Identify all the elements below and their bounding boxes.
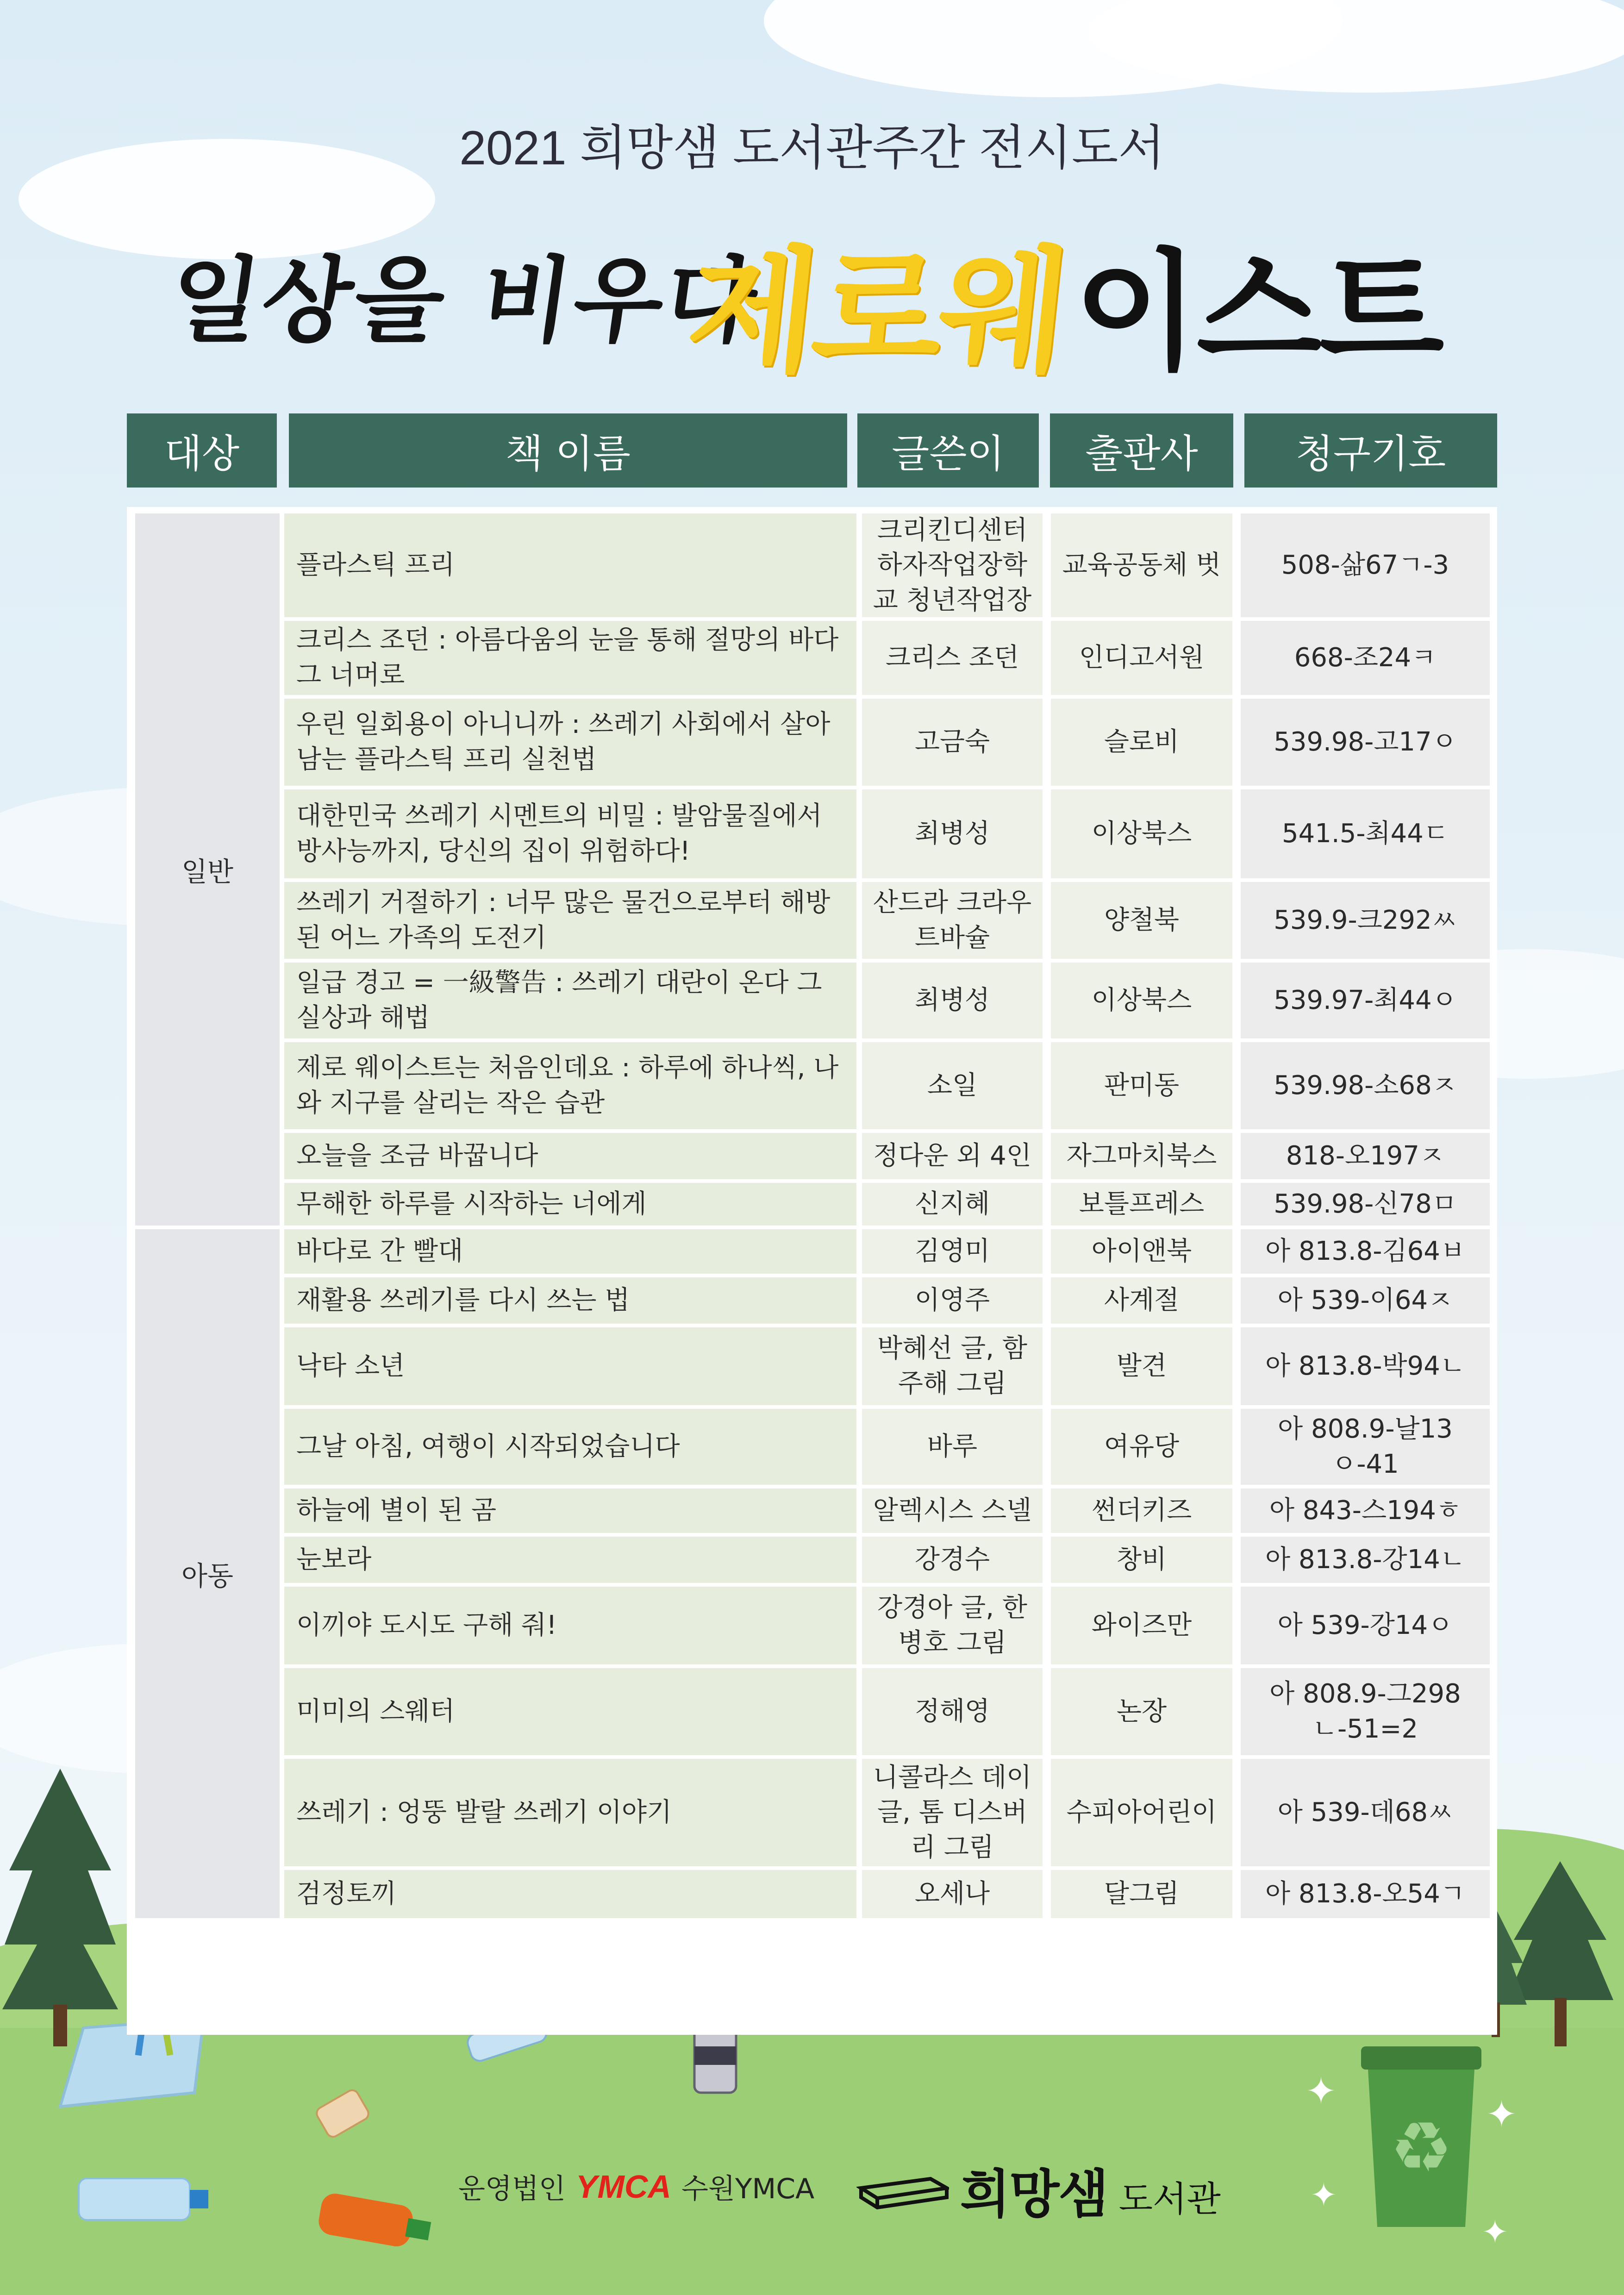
- ymca-name: 수원YMCA: [681, 2173, 815, 2205]
- book-author: 강경수: [862, 1537, 1043, 1583]
- book-author: 크리스 조던: [862, 621, 1043, 695]
- book-author: 고금숙: [862, 699, 1043, 786]
- book-title: 무해한 하루를 시작하는 너에게: [284, 1183, 856, 1226]
- book-publisher: 수피아어린이: [1051, 1759, 1232, 1866]
- book-author: 이영주: [862, 1277, 1043, 1324]
- book-publisher: 이상북스: [1051, 789, 1232, 878]
- book-title: 오늘을 조금 바꿉니다: [284, 1133, 856, 1179]
- book-call-number: 539.9-크292ㅆ: [1241, 882, 1490, 959]
- page-title: [162, 194, 1463, 390]
- book-publisher: 아이앤북: [1051, 1229, 1232, 1274]
- book-title: 우린 일회용이 아니니까 : 쓰레기 사회에서 살아남는 플라스틱 프리 실천법: [284, 699, 856, 786]
- library-name: 희망샘: [960, 2164, 1108, 2225]
- category-cell: 아동: [135, 1229, 280, 1918]
- book-call-number: 818-오197ㅈ: [1241, 1133, 1490, 1179]
- book-publisher: 슬로비: [1051, 699, 1232, 786]
- juice-bottle-icon: [315, 2190, 435, 2250]
- book-call-number: 668-조24ㅋ: [1241, 621, 1490, 695]
- ymca-logo: YMCA: [575, 2169, 671, 2205]
- book-author: 크리킨디센터 하자작업장학교 청년작업장: [862, 513, 1043, 617]
- book-title: 플라스틱 프리: [284, 513, 856, 617]
- book-call-number: 539.98-신78ㅁ: [1241, 1183, 1490, 1226]
- book-title: 바다로 간 빨대: [284, 1229, 856, 1274]
- book-author: 박혜선 글, 함주해 그림: [862, 1327, 1043, 1405]
- book-call-number: 아 813.8-강14ㄴ: [1241, 1537, 1490, 1583]
- title-part-2: 제로웨: [680, 234, 1072, 390]
- book-table: [127, 507, 1497, 2035]
- book-publisher: 발견: [1051, 1327, 1232, 1405]
- book-title: 그날 아침, 여행이 시작되었습니다: [284, 1409, 856, 1485]
- book-author: 정해영: [862, 1668, 1043, 1755]
- column-header-target: 대상: [127, 413, 277, 488]
- book-author: 신지혜: [862, 1183, 1043, 1226]
- book-publisher: 교육공동체 벗: [1051, 513, 1232, 617]
- book-call-number: 539.98-소68ㅈ: [1241, 1042, 1490, 1129]
- book-title: 재활용 쓰레기를 다시 쓰는 법: [284, 1277, 856, 1324]
- book-publisher: 보틀프레스: [1051, 1183, 1232, 1226]
- book-publisher: 자그마치북스: [1051, 1133, 1232, 1179]
- book-call-number: 541.5-최44ㄷ: [1241, 789, 1490, 878]
- book-author: 최병성: [862, 789, 1043, 878]
- book-call-number: 508-삶67ㄱ-3: [1241, 513, 1490, 617]
- bottle-icon: [306, 2079, 380, 2153]
- operator-info: [458, 2167, 814, 2207]
- book-author: 오세나: [862, 1870, 1043, 1918]
- book-title: 제로 웨이스트는 처음인데요 : 하루에 하나씩, 나와 지구를 살리는 작은 습관: [284, 1042, 856, 1129]
- book-title: 쓰레기 : 엉뚱 발랄 쓰레기 이야기: [284, 1759, 856, 1866]
- book-title: 하늘에 별이 된 곰: [284, 1488, 856, 1533]
- column-header-publisher: 출판사: [1050, 413, 1233, 488]
- sparkle-icon: ✦: [1481, 2213, 1509, 2251]
- sparkle-icon: ✦: [1310, 2176, 1337, 2214]
- book-title: 쓰레기 거절하기 : 너무 많은 물건으로부터 해방된 어느 가족의 도전기: [284, 882, 856, 959]
- book-title: 검정토끼: [284, 1870, 856, 1918]
- book-call-number: 아 539-강14ㅇ: [1241, 1587, 1490, 1664]
- svg-text:♻: ♻: [1390, 2107, 1453, 2188]
- book-author: 강경아 글, 한병호 그림: [862, 1587, 1043, 1664]
- book-author: 바루: [862, 1409, 1043, 1485]
- book-publisher: 인디고서원: [1051, 621, 1232, 695]
- book-publisher: 달그림: [1051, 1870, 1232, 1918]
- book-author: 소일: [862, 1042, 1043, 1129]
- book-author: 김영미: [862, 1229, 1043, 1274]
- column-header-title: 책 이름: [289, 413, 847, 488]
- book-publisher: 여유당: [1051, 1409, 1232, 1485]
- book-title: 대한민국 쓰레기 시멘트의 비밀 : 발암물질에서 방사능까지, 당신의 집이 위험하다!: [284, 789, 856, 878]
- book-author: 알렉시스 스넬: [862, 1488, 1043, 1533]
- book-author: 산드라 크라우트바슐: [862, 882, 1043, 959]
- book-title: 낙타 소년: [284, 1327, 856, 1405]
- book-call-number: 아 813.8-오54ㄱ: [1241, 1870, 1490, 1918]
- page-subtitle: 2021 희망샘 도서관주간 전시도서: [459, 121, 1165, 175]
- title-part-3: 이스트: [1074, 237, 1442, 388]
- book-call-number: 539.97-최44ㅇ: [1241, 963, 1490, 1038]
- book-publisher: 사계절: [1051, 1277, 1232, 1324]
- book-publisher: 양철북: [1051, 882, 1232, 959]
- book-author: 정다운 외 4인: [862, 1133, 1043, 1179]
- library-logo: [856, 2153, 1221, 2227]
- book-publisher: 썬더키즈: [1051, 1488, 1232, 1533]
- operator-label: 운영법인: [458, 2173, 566, 2205]
- book-title: 일급 경고 = 一級警告 : 쓰레기 대란이 온다 그 실상과 해법: [284, 963, 856, 1038]
- water-bottle-icon: [74, 2171, 213, 2227]
- book-title: 크리스 조던 : 아름다움의 눈을 통해 절망의 바다 그 너머로: [284, 621, 856, 695]
- book-call-number: 아 808.9-날13ㅇ-41: [1241, 1409, 1490, 1485]
- book-publisher: 창비: [1051, 1537, 1232, 1583]
- library-suffix: 도서관: [1118, 2178, 1221, 2220]
- book-call-number: 아 808.9-그298ㄴ-51=2: [1241, 1668, 1490, 1755]
- book-call-number: 아 813.8-박94ㄴ: [1241, 1327, 1490, 1405]
- book-call-number: 아 539-이64ㅈ: [1241, 1277, 1490, 1324]
- book-icon: [856, 2170, 949, 2211]
- book-title: 미미의 스웨터: [284, 1668, 856, 1755]
- column-header-call-number: 청구기호: [1244, 413, 1497, 488]
- book-call-number: 539.98-고17ㅇ: [1241, 699, 1490, 786]
- book-title: 눈보라: [284, 1537, 856, 1583]
- book-publisher: 이상북스: [1051, 963, 1232, 1038]
- book-publisher: 와이즈만: [1051, 1587, 1232, 1664]
- book-author: 최병성: [862, 963, 1043, 1038]
- book-call-number: 아 843-스194ㅎ: [1241, 1488, 1490, 1533]
- title-part-1: 일상을 비우다: [162, 247, 766, 355]
- column-header-author: 글쓴이: [857, 413, 1039, 488]
- recycle-bin-icon: [1356, 2037, 1486, 2232]
- book-title: 이끼야 도시도 구해 줘!: [284, 1587, 856, 1664]
- book-author: 니콜라스 데이 글, 톰 디스버리 그림: [862, 1759, 1043, 1866]
- sparkle-icon: ✦: [1305, 2070, 1337, 2113]
- category-cell: 일반: [135, 513, 280, 1226]
- book-publisher: 논장: [1051, 1668, 1232, 1755]
- book-call-number: 아 539-데68ㅆ: [1241, 1759, 1490, 1866]
- book-call-number: 아 813.8-김64ㅂ: [1241, 1229, 1490, 1274]
- sparkle-icon: ✦: [1486, 2093, 1518, 2136]
- book-publisher: 판미동: [1051, 1042, 1232, 1129]
